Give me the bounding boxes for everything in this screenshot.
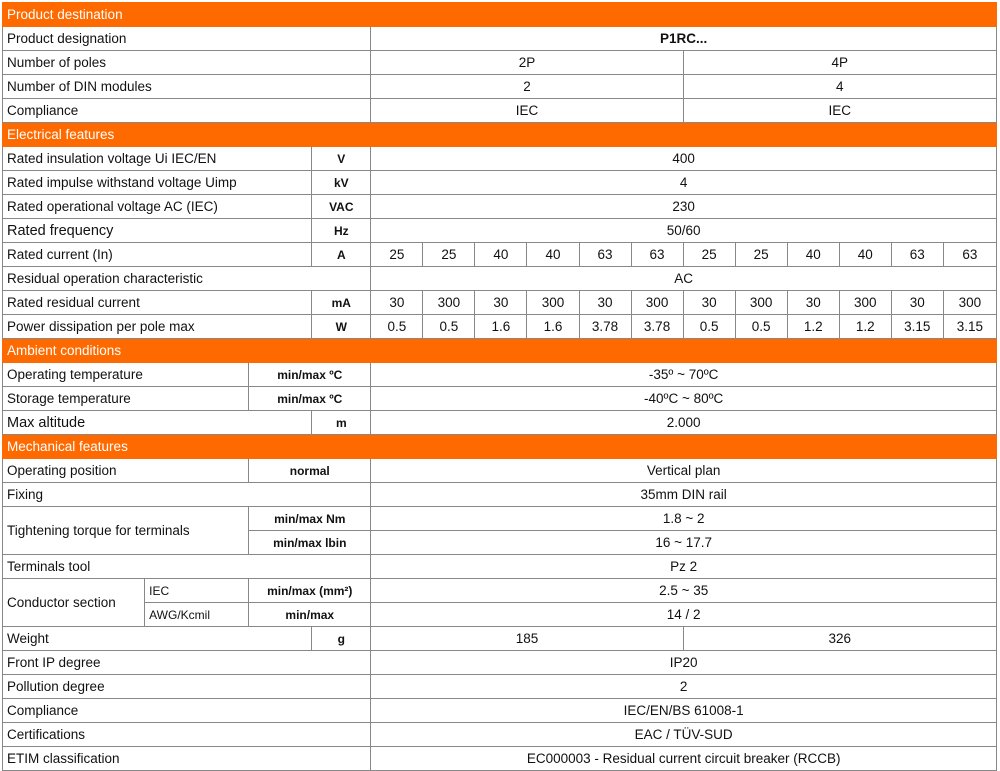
dissipation-cell: 1.2 <box>839 315 891 339</box>
table-row <box>3 171 997 195</box>
current-cell: 25 <box>735 243 787 267</box>
residual-current-cell: 300 <box>943 291 996 315</box>
row-label: Product designation <box>3 27 371 51</box>
dissipation-cell: 3.15 <box>891 315 943 339</box>
table-row <box>3 243 997 267</box>
compliance-value-4p: IEC <box>683 99 996 123</box>
row-label: Rated residual current <box>3 291 312 315</box>
residual-current-cell: 30 <box>683 291 735 315</box>
table-row <box>3 51 997 75</box>
value-cell: 2.000 <box>371 411 997 435</box>
current-cell: 63 <box>943 243 996 267</box>
residual-current-cell: 30 <box>579 291 631 315</box>
row-label: Front IP degree <box>3 651 371 675</box>
row-label: Conductor section <box>3 579 145 627</box>
spec-table <box>2 2 997 771</box>
dissipation-cell: 3.78 <box>579 315 631 339</box>
table-row <box>3 411 997 435</box>
unit-cell: VAC <box>312 195 371 219</box>
current-cell: 25 <box>371 243 423 267</box>
row-label: Weight <box>3 627 312 651</box>
section-title: Electrical features <box>3 123 997 147</box>
section-title: Mechanical features <box>3 435 997 459</box>
residual-current-cell: 300 <box>527 291 579 315</box>
dissipation-cell: 3.78 <box>631 315 683 339</box>
row-label: Rated impulse withstand voltage Uimp <box>3 171 312 195</box>
dissipation-cell: 0.5 <box>371 315 423 339</box>
table-row <box>3 363 997 387</box>
table-row <box>3 387 997 411</box>
row-label: Storage temperature <box>3 387 249 411</box>
value-cell: -40ºC ~ 80ºC <box>371 387 997 411</box>
table-row <box>3 195 997 219</box>
value-cell: 230 <box>371 195 997 219</box>
residual-current-cell: 30 <box>475 291 527 315</box>
row-label: Operating temperature <box>3 363 249 387</box>
section-title: Product destination <box>3 3 997 27</box>
table-row <box>3 747 997 771</box>
product-designation-value: P1RC... <box>371 27 997 51</box>
value-cell: 4 <box>371 171 997 195</box>
value-cell: IEC/EN/BS 61008-1 <box>371 699 997 723</box>
value-cell: 1.8 ~ 2 <box>371 507 997 531</box>
value-cell: 2 <box>371 675 997 699</box>
dissipation-cell: 0.5 <box>423 315 475 339</box>
current-cell: 40 <box>475 243 527 267</box>
table-row <box>3 267 997 291</box>
residual-current-cell: 300 <box>423 291 475 315</box>
table-row <box>3 579 997 603</box>
row-label: Rated operational voltage AC (IEC) <box>3 195 312 219</box>
section-header-product <box>3 3 997 27</box>
table-row <box>3 27 997 51</box>
sub-label: IEC <box>145 579 249 603</box>
table-row <box>3 723 997 747</box>
unit-cell: Hz <box>312 219 371 243</box>
current-cell: 63 <box>631 243 683 267</box>
row-label: Tightening torque for terminals <box>3 507 249 555</box>
row-label: Compliance <box>3 699 371 723</box>
section-header-mechanical <box>3 435 997 459</box>
table-row <box>3 99 997 123</box>
unit-cell: m <box>312 411 371 435</box>
current-cell: 25 <box>423 243 475 267</box>
table-row <box>3 483 997 507</box>
table-row <box>3 603 997 627</box>
current-cell: 25 <box>683 243 735 267</box>
table-row <box>3 627 997 651</box>
unit-cell: min/max lbin <box>249 531 371 555</box>
table-row <box>3 459 997 483</box>
row-label: Rated current (In) <box>3 243 312 267</box>
value-cell: 2.5 ~ 35 <box>371 579 997 603</box>
row-label: Operating position <box>3 459 249 483</box>
table-row <box>3 507 997 531</box>
compliance-value-2p: IEC <box>371 99 683 123</box>
table-row <box>3 555 997 579</box>
table-row <box>3 651 997 675</box>
poles-value-4p: 4P <box>683 51 996 75</box>
dissipation-cell: 1.6 <box>527 315 579 339</box>
row-label: Certifications <box>3 723 371 747</box>
table-row <box>3 291 997 315</box>
current-cell: 40 <box>527 243 579 267</box>
row-label: Residual operation characteristic <box>3 267 371 291</box>
dissipation-cell: 3.15 <box>943 315 996 339</box>
value-cell: EC000003 - Residual current circuit breaker (RCCB) <box>371 747 997 771</box>
row-label: Pollution degree <box>3 675 371 699</box>
table-row <box>3 75 997 99</box>
value-cell: 16 ~ 17.7 <box>371 531 997 555</box>
residual-current-cell: 30 <box>787 291 839 315</box>
unit-cell: min/max ºC <box>249 363 371 387</box>
row-label: Compliance <box>3 99 371 123</box>
row-label: Power dissipation per pole max <box>3 315 312 339</box>
row-label: Rated insulation voltage Ui IEC/EN <box>3 147 312 171</box>
row-label: Number of poles <box>3 51 371 75</box>
row-label: Number of DIN modules <box>3 75 371 99</box>
unit-cell: A <box>312 243 371 267</box>
residual-current-cell: 300 <box>839 291 891 315</box>
unit-cell: g <box>312 627 371 651</box>
section-header-ambient <box>3 339 997 363</box>
dissipation-cell: 0.5 <box>735 315 787 339</box>
unit-cell: kV <box>312 171 371 195</box>
current-cell: 63 <box>891 243 943 267</box>
din-value-4p: 4 <box>683 75 996 99</box>
residual-current-cell: 300 <box>631 291 683 315</box>
weight-value-2p: 185 <box>371 627 683 651</box>
value-cell: Vertical plan <box>371 459 997 483</box>
dissipation-cell: 0.5 <box>683 315 735 339</box>
weight-value-4p: 326 <box>683 627 996 651</box>
din-value-2p: 2 <box>371 75 683 99</box>
value-cell: 14 / 2 <box>371 603 997 627</box>
value-cell: 50/60 <box>371 219 997 243</box>
poles-value-2p: 2P <box>371 51 683 75</box>
residual-current-cell: 30 <box>371 291 423 315</box>
row-label: ETIM classification <box>3 747 371 771</box>
value-cell: AC <box>371 267 997 291</box>
current-cell: 40 <box>839 243 891 267</box>
row-label: Max altitude <box>3 411 312 435</box>
table-row <box>3 699 997 723</box>
unit-cell: mA <box>312 291 371 315</box>
dissipation-cell: 1.2 <box>787 315 839 339</box>
unit-cell: min/max (mm²) <box>249 579 371 603</box>
dissipation-cell: 1.6 <box>475 315 527 339</box>
value-cell: 35mm DIN rail <box>371 483 997 507</box>
row-label: Rated frequency <box>3 219 312 243</box>
value-cell: Pz 2 <box>371 555 997 579</box>
current-cell: 40 <box>787 243 839 267</box>
row-label: Terminals tool <box>3 555 371 579</box>
table-row <box>3 315 997 339</box>
unit-cell: normal <box>249 459 371 483</box>
residual-current-cell: 300 <box>735 291 787 315</box>
current-cell: 63 <box>579 243 631 267</box>
value-cell: 400 <box>371 147 997 171</box>
table-row <box>3 147 997 171</box>
sub-label: AWG/Kcmil <box>145 603 249 627</box>
value-cell: EAC / TÜV-SUD <box>371 723 997 747</box>
unit-cell: W <box>312 315 371 339</box>
table-row <box>3 219 997 243</box>
value-cell: IP20 <box>371 651 997 675</box>
residual-current-cell: 30 <box>891 291 943 315</box>
unit-cell: V <box>312 147 371 171</box>
value-cell: -35º ~ 70ºC <box>371 363 997 387</box>
unit-cell: min/max <box>249 603 371 627</box>
row-label: Fixing <box>3 483 371 507</box>
section-header-electrical <box>3 123 997 147</box>
table-row <box>3 675 997 699</box>
unit-cell: min/max Nm <box>249 507 371 531</box>
section-title: Ambient conditions <box>3 339 997 363</box>
unit-cell: min/max ºC <box>249 387 371 411</box>
